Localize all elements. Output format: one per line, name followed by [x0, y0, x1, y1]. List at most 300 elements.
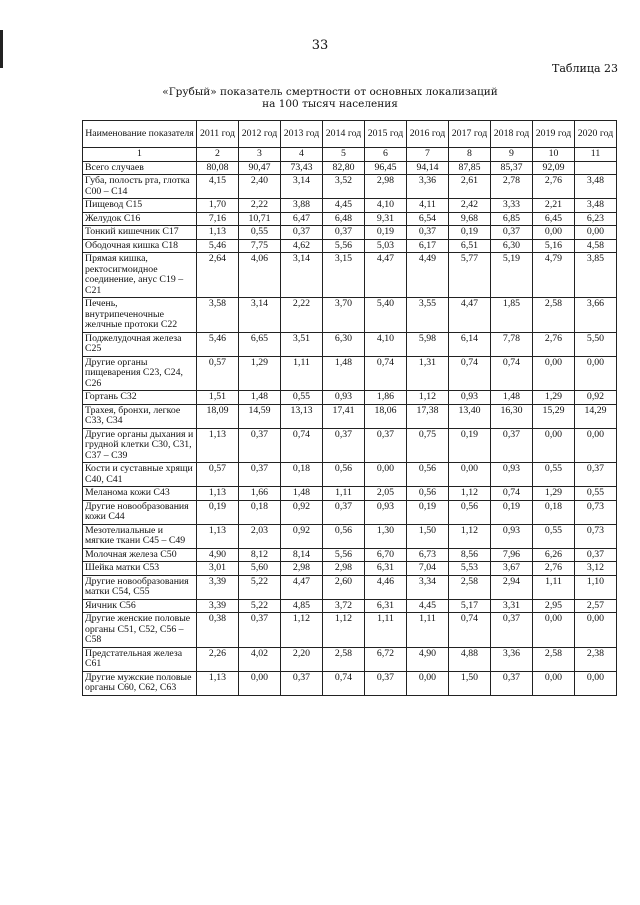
cell-value: 3,39	[197, 599, 239, 613]
cell-value: 6,30	[491, 239, 533, 253]
cell-value: 87,85	[449, 161, 491, 175]
cell-value: 1,12	[323, 613, 365, 648]
cell-value: 3,36	[491, 647, 533, 671]
cell-value: 1,48	[491, 391, 533, 405]
cell-value: 2,42	[449, 199, 491, 213]
cell-value: 6,47	[281, 212, 323, 226]
cell-value: 3,33	[491, 199, 533, 213]
table-row	[83, 175, 617, 199]
cell-value: 2,76	[533, 562, 575, 576]
table-row	[83, 199, 617, 213]
cell-value: 1,51	[197, 391, 239, 405]
row-label: Меланома кожи С43	[83, 487, 197, 501]
cell-value: 4,47	[281, 575, 323, 599]
row-label: Мезотелиальные и мягкие ткани С45 – С49	[83, 524, 197, 548]
cell-value: 3,31	[491, 599, 533, 613]
cell-value: 0,93	[323, 391, 365, 405]
cell-value: 0,37	[323, 428, 365, 463]
cell-value: 3,15	[323, 253, 365, 298]
row-label: Прямая кишка, ректосигмоидное соединение, анус С19 – С21	[83, 253, 197, 298]
column-number: 6	[365, 148, 407, 162]
table-row	[83, 548, 617, 562]
cell-value: 6,45	[533, 212, 575, 226]
mortality-table	[82, 120, 617, 696]
row-label: Другие мужские половые органы С60, С62, С63	[83, 671, 197, 695]
cell-value: 0,37	[407, 226, 449, 240]
cell-value: 3,14	[281, 253, 323, 298]
cell-value: 2,22	[281, 298, 323, 333]
cell-value: 1,11	[365, 613, 407, 648]
cell-value: 0,55	[533, 463, 575, 487]
table-header	[83, 121, 617, 162]
page-number: 33	[311, 38, 329, 53]
cell-value: 0,19	[365, 226, 407, 240]
cell-value: 0,00	[449, 463, 491, 487]
cell-value: 4,46	[365, 575, 407, 599]
cell-value: 4,90	[197, 548, 239, 562]
cell-value: 3,48	[575, 175, 617, 199]
table-row	[83, 562, 617, 576]
header-year: 2019 год	[533, 121, 575, 148]
cell-value: 7,16	[197, 212, 239, 226]
cell-value: 3,85	[575, 253, 617, 298]
cell-value: 9,31	[365, 212, 407, 226]
cell-value: 3,14	[239, 298, 281, 333]
cell-value: 5,03	[365, 239, 407, 253]
cell-value: 7,75	[239, 239, 281, 253]
cell-value: 2,61	[449, 175, 491, 199]
cell-value: 4,88	[449, 647, 491, 671]
row-label: Другие женские половые органы С51, С52, С56 – С58	[83, 613, 197, 648]
cell-value: 6,17	[407, 239, 449, 253]
row-label: Предстательная железа С61	[83, 647, 197, 671]
cell-value: 2,22	[239, 199, 281, 213]
cell-value: 14,59	[239, 404, 281, 428]
column-number: 2	[197, 148, 239, 162]
cell-value: 1,48	[239, 391, 281, 405]
cell-value: 18,06	[365, 404, 407, 428]
table-title	[150, 86, 510, 110]
cell-value: 6,65	[239, 332, 281, 356]
cell-value: 17,41	[323, 404, 365, 428]
cell-value: 0,37	[365, 428, 407, 463]
cell-value: 18,09	[197, 404, 239, 428]
cell-value: 4,06	[239, 253, 281, 298]
cell-value: 2,58	[533, 647, 575, 671]
cell-value: 0,00	[533, 226, 575, 240]
cell-value: 2,98	[281, 562, 323, 576]
cell-value: 6,54	[407, 212, 449, 226]
cell-value: 0,73	[575, 524, 617, 548]
cell-value: 0,93	[449, 391, 491, 405]
cell-value: 0,56	[323, 463, 365, 487]
cell-value: 2,20	[281, 647, 323, 671]
cell-value: 0,74	[491, 356, 533, 391]
row-label: Яичник С56	[83, 599, 197, 613]
cell-value: 0,74	[365, 356, 407, 391]
cell-value: 1,29	[533, 487, 575, 501]
cell-value: 3,58	[197, 298, 239, 333]
row-label: Кости и суставные хрящи С40, С41	[83, 463, 197, 487]
cell-value: 5,56	[323, 239, 365, 253]
table-row	[83, 613, 617, 648]
cell-value: 6,72	[365, 647, 407, 671]
table-row	[83, 332, 617, 356]
cell-value: 0,56	[407, 463, 449, 487]
cell-value: 4,02	[239, 647, 281, 671]
cell-value: 1,66	[239, 487, 281, 501]
cell-value: 7,78	[491, 332, 533, 356]
cell-value: 0,00	[407, 671, 449, 695]
cell-value: 2,95	[533, 599, 575, 613]
cell-value: 0,75	[407, 428, 449, 463]
cell-value: 2,76	[533, 175, 575, 199]
cell-value: 5,56	[323, 548, 365, 562]
table-row	[83, 356, 617, 391]
table-row	[83, 524, 617, 548]
cell-value: 0,37	[281, 226, 323, 240]
cell-value: 0,92	[575, 391, 617, 405]
cell-value: 1,48	[281, 487, 323, 501]
cell-value: 4,58	[575, 239, 617, 253]
cell-value: 0,38	[197, 613, 239, 648]
row-label: Молочная железа С50	[83, 548, 197, 562]
cell-value: 6,30	[323, 332, 365, 356]
cell-value: 0,55	[575, 487, 617, 501]
cell-value: 1,12	[281, 613, 323, 648]
cell-value: 1,13	[197, 226, 239, 240]
table-body	[83, 161, 617, 695]
cell-value: 0,19	[491, 500, 533, 524]
cell-value: 0,18	[239, 500, 281, 524]
cell-value: 0,00	[575, 671, 617, 695]
cell-value: 3,34	[407, 575, 449, 599]
cell-value: 3,72	[323, 599, 365, 613]
cell-value: 2,58	[449, 575, 491, 599]
cell-value: 2,58	[533, 298, 575, 333]
cell-value: 1,85	[491, 298, 533, 333]
cell-value: 5,19	[491, 253, 533, 298]
cell-value: 0,55	[239, 226, 281, 240]
cell-value: 4,79	[533, 253, 575, 298]
table-row	[83, 599, 617, 613]
table-row	[83, 487, 617, 501]
cell-value: 0,00	[575, 428, 617, 463]
column-number: 7	[407, 148, 449, 162]
cell-value: 1,13	[197, 671, 239, 695]
cell-value: 4,15	[197, 175, 239, 199]
cell-value: 4,10	[365, 332, 407, 356]
cell-value: 0,19	[197, 500, 239, 524]
cell-value: 1,12	[449, 487, 491, 501]
cell-value: 0,56	[449, 500, 491, 524]
cell-value: 3,39	[197, 575, 239, 599]
cell-value: 5,77	[449, 253, 491, 298]
column-number: 11	[575, 148, 617, 162]
cell-value: 0,92	[281, 524, 323, 548]
header-year: 2018 год	[491, 121, 533, 148]
cell-value: 7,04	[407, 562, 449, 576]
cell-value: 0,56	[323, 524, 365, 548]
table-row	[83, 404, 617, 428]
cell-value: 5,22	[239, 575, 281, 599]
row-label: Шейка матки С53	[83, 562, 197, 576]
cell-value: 3,48	[575, 199, 617, 213]
cell-value: 1,11	[407, 613, 449, 648]
cell-value: 2,64	[197, 253, 239, 298]
cell-value: 16,30	[491, 404, 533, 428]
cell-value: 0,37	[491, 671, 533, 695]
table-row	[83, 500, 617, 524]
cell-value: 0,56	[407, 487, 449, 501]
cell-value: 5,53	[449, 562, 491, 576]
cell-value: 1,31	[407, 356, 449, 391]
cell-value: 0,00	[533, 428, 575, 463]
cell-value: 0,00	[575, 613, 617, 648]
cell-value: 2,58	[323, 647, 365, 671]
cell-value: 94,14	[407, 161, 449, 175]
cell-value: 5,98	[407, 332, 449, 356]
cell-value: 0,74	[449, 356, 491, 391]
header-year: 2016 год	[407, 121, 449, 148]
cell-value: 2,60	[323, 575, 365, 599]
row-label: Печень, внутрипеченочные желчные протоки С22	[83, 298, 197, 333]
cell-value: 90,47	[239, 161, 281, 175]
cell-value: 0,74	[491, 487, 533, 501]
cell-value: 4,45	[323, 199, 365, 213]
cell-value: 0,55	[533, 524, 575, 548]
cell-value: 3,55	[407, 298, 449, 333]
column-number: 8	[449, 148, 491, 162]
table-label: Таблица 23	[552, 62, 618, 75]
header-year: 2013 год	[281, 121, 323, 148]
cell-value: 6,70	[365, 548, 407, 562]
cell-value: 2,94	[491, 575, 533, 599]
cell-value: 2,03	[239, 524, 281, 548]
column-number: 4	[281, 148, 323, 162]
cell-value: 0,57	[197, 463, 239, 487]
cell-value: 3,01	[197, 562, 239, 576]
cell-value: 3,52	[323, 175, 365, 199]
cell-value: 2,26	[197, 647, 239, 671]
cell-value: 4,85	[281, 599, 323, 613]
cell-value: 2,76	[533, 332, 575, 356]
row-label: Другие органы дыхания и грудной клетки С30, С31, С37 – С39	[83, 428, 197, 463]
cell-value: 3,51	[281, 332, 323, 356]
row-label: Трахея, бронхи, легкое С33, С34	[83, 404, 197, 428]
cell-value: 0,37	[491, 226, 533, 240]
cell-value: 3,88	[281, 199, 323, 213]
cell-value: 8,56	[449, 548, 491, 562]
cell-value: 5,46	[197, 332, 239, 356]
cell-value: 1,86	[365, 391, 407, 405]
header-year: 2014 год	[323, 121, 365, 148]
cell-value: 1,10	[575, 575, 617, 599]
cell-value: 1,50	[449, 671, 491, 695]
cell-value: 2,38	[575, 647, 617, 671]
cell-value: 92,09	[533, 161, 575, 175]
cell-value: 13,13	[281, 404, 323, 428]
cell-value: 6,31	[365, 599, 407, 613]
cell-value: 1,11	[533, 575, 575, 599]
cell-value	[575, 161, 617, 175]
cell-value: 0,00	[239, 671, 281, 695]
cell-value: 5,17	[449, 599, 491, 613]
cell-value: 0,37	[239, 428, 281, 463]
table-row	[83, 226, 617, 240]
cell-value: 0,00	[533, 671, 575, 695]
cell-value: 2,98	[323, 562, 365, 576]
table-row	[83, 239, 617, 253]
cell-value: 4,49	[407, 253, 449, 298]
cell-value: 0,37	[239, 613, 281, 648]
cell-value: 14,29	[575, 404, 617, 428]
cell-value: 8,14	[281, 548, 323, 562]
cell-value: 0,92	[281, 500, 323, 524]
header-year: 2020 год	[575, 121, 617, 148]
cell-value: 1,11	[323, 487, 365, 501]
cell-value: 5,46	[197, 239, 239, 253]
cell-value: 3,66	[575, 298, 617, 333]
cell-value: 0,37	[281, 671, 323, 695]
cell-value: 1,11	[281, 356, 323, 391]
cell-value: 3,36	[407, 175, 449, 199]
cell-value: 1,13	[197, 428, 239, 463]
cell-value: 1,12	[407, 391, 449, 405]
cell-value: 4,90	[407, 647, 449, 671]
row-label: Другие новообразования кожи С44	[83, 500, 197, 524]
cell-value: 1,29	[239, 356, 281, 391]
cell-value: 13,40	[449, 404, 491, 428]
cell-value: 6,23	[575, 212, 617, 226]
header-year: 2012 год	[239, 121, 281, 148]
cell-value: 5,60	[239, 562, 281, 576]
table-row	[83, 671, 617, 695]
cell-value: 80,08	[197, 161, 239, 175]
cell-value: 6,48	[323, 212, 365, 226]
cell-value: 1,29	[533, 391, 575, 405]
cell-value: 0,55	[281, 391, 323, 405]
title-line-2: на 100 тысяч населения	[262, 98, 398, 110]
row-label: Тонкий кишечник С17	[83, 226, 197, 240]
table-row	[83, 161, 617, 175]
table-row	[83, 463, 617, 487]
cell-value: 0,37	[575, 548, 617, 562]
cell-value: 7,96	[491, 548, 533, 562]
cell-value: 3,12	[575, 562, 617, 576]
cell-value: 1,30	[365, 524, 407, 548]
row-label: Гортань С32	[83, 391, 197, 405]
header-year: 2015 год	[365, 121, 407, 148]
row-label: Ободочная кишка С18	[83, 239, 197, 253]
row-label: Поджелудочная железа С25	[83, 332, 197, 356]
cell-value: 4,10	[365, 199, 407, 213]
cell-value: 5,22	[239, 599, 281, 613]
cell-value: 1,13	[197, 524, 239, 548]
table-row	[83, 428, 617, 463]
cell-value: 0,93	[365, 500, 407, 524]
cell-value: 1,70	[197, 199, 239, 213]
cell-value: 3,67	[491, 562, 533, 576]
cell-value: 0,19	[449, 226, 491, 240]
cell-value: 0,74	[323, 671, 365, 695]
cell-value: 0,37	[575, 463, 617, 487]
row-label: Другие новообразования матки С54, С55	[83, 575, 197, 599]
cell-value: 0,37	[323, 500, 365, 524]
cell-value: 5,40	[365, 298, 407, 333]
cell-value: 0,19	[449, 428, 491, 463]
cell-value: 1,48	[323, 356, 365, 391]
cell-value: 6,85	[491, 212, 533, 226]
cell-value: 2,98	[365, 175, 407, 199]
cell-value: 4,47	[449, 298, 491, 333]
cell-value: 4,47	[365, 253, 407, 298]
header-year: 2011 год	[197, 121, 239, 148]
cell-value: 0,00	[575, 226, 617, 240]
column-number: 10	[533, 148, 575, 162]
cell-value: 5,50	[575, 332, 617, 356]
cell-value: 5,16	[533, 239, 575, 253]
cell-value: 2,78	[491, 175, 533, 199]
row-label: Желудок С16	[83, 212, 197, 226]
cell-value: 0,18	[281, 463, 323, 487]
row-label: Другие органы пищеварения С23, С24, С26	[83, 356, 197, 391]
table-row	[83, 253, 617, 298]
cell-value: 0,19	[407, 500, 449, 524]
cell-value: 8,12	[239, 548, 281, 562]
cell-value: 0,37	[491, 613, 533, 648]
cell-value: 6,51	[449, 239, 491, 253]
header-name-column: Наименование показателя	[83, 121, 197, 148]
cell-value: 6,14	[449, 332, 491, 356]
cell-value: 85,37	[491, 161, 533, 175]
column-number: 9	[491, 148, 533, 162]
table-row	[83, 647, 617, 671]
row-label: Пищевод С15	[83, 199, 197, 213]
cell-value: 0,93	[491, 524, 533, 548]
cell-value: 9,68	[449, 212, 491, 226]
cell-value: 96,45	[365, 161, 407, 175]
table-row	[83, 212, 617, 226]
column-number: 3	[239, 148, 281, 162]
cell-value: 6,31	[365, 562, 407, 576]
cell-value: 1,50	[407, 524, 449, 548]
cell-value: 82,80	[323, 161, 365, 175]
cell-value: 0,93	[491, 463, 533, 487]
cell-value: 6,26	[533, 548, 575, 562]
row-label: Губа, полость рта, глотка С00 – С14	[83, 175, 197, 199]
cell-value: 2,21	[533, 199, 575, 213]
title-line-1: «Грубый» показатель смертности от основных локализаций	[162, 86, 498, 98]
cell-value: 4,11	[407, 199, 449, 213]
cell-value: 15,29	[533, 404, 575, 428]
cell-value: 0,74	[449, 613, 491, 648]
cell-value: 4,45	[407, 599, 449, 613]
cell-value: 73,43	[281, 161, 323, 175]
cell-value: 0,00	[533, 356, 575, 391]
cell-value: 3,70	[323, 298, 365, 333]
cell-value: 3,14	[281, 175, 323, 199]
cell-value: 0,74	[281, 428, 323, 463]
cell-value: 17,38	[407, 404, 449, 428]
cell-value: 0,37	[323, 226, 365, 240]
cell-value: 0,37	[491, 428, 533, 463]
cell-value: 0,37	[365, 671, 407, 695]
cell-value: 1,12	[449, 524, 491, 548]
cell-value: 4,62	[281, 239, 323, 253]
cell-value: 0,00	[575, 356, 617, 391]
cell-value: 0,00	[365, 463, 407, 487]
